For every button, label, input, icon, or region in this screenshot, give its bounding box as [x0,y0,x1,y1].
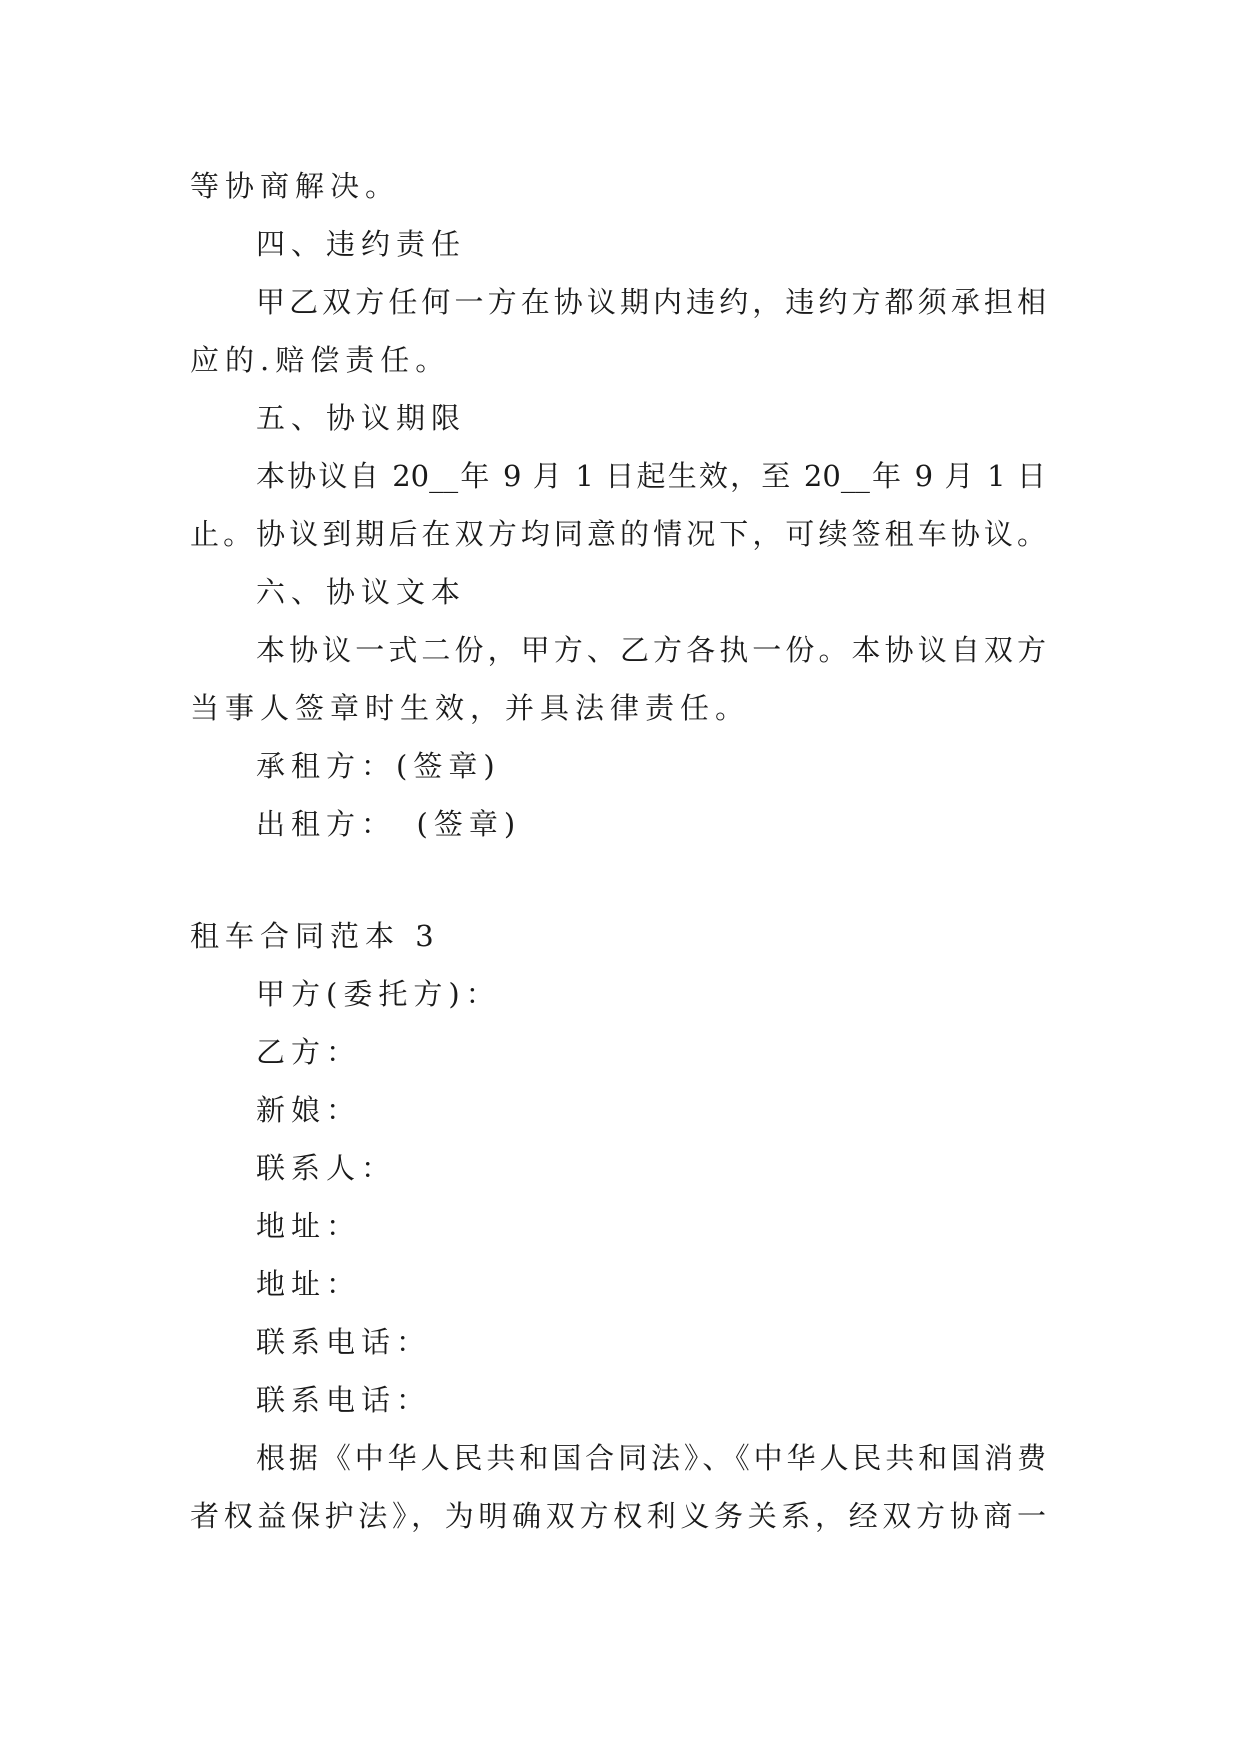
field-label: 联系电话： [256,1383,432,1417]
field-label: 甲方(委托方)： [256,977,501,1011]
paragraph-line: 当事人签章时生效，并具法律责任。 [190,691,751,725]
signature-line: 承租方：(签章) [256,749,501,783]
paragraph-line: 本协议自 20__年 9 月 1 日起生效，至 20__年 9 月 1 日 [256,459,1046,493]
field-label: 地址： [256,1267,362,1301]
paragraph-line: 本协议一式二份，甲方、乙方各执一份。本协议自双方 [256,633,1046,667]
paragraph-line: 者权益保护法》，为明确双方权利义务关系，经双方协商一 [190,1499,1046,1533]
field-label: 地址： [256,1209,362,1243]
section-heading: 四、违约责任 [256,227,467,261]
paragraph-line: 根据《中华人民共和国合同法》、《中华人民共和国消费 [256,1441,1046,1475]
field-label: 新娘： [256,1093,362,1127]
section-heading: 五、协议期限 [256,401,467,435]
paragraph-line: 止。协议到期后在双方均同意的情况下，可续签租车协议。 [190,517,1046,551]
field-label: 乙方： [256,1035,362,1069]
field-label: 联系人： [256,1151,397,1185]
paragraph-line: 甲乙双方任何一方在协议期内违约，违约方都须承担相 [256,285,1046,319]
section-heading: 六、协议文本 [256,575,467,609]
field-label: 联系电话： [256,1325,432,1359]
signature-line: 出租方： (签章) [256,807,522,841]
contract-title: 租车合同范本 3 [190,919,440,953]
paragraph-line: 应的.赔偿责任。 [190,343,451,377]
paragraph-line: 等协商解决。 [190,169,401,203]
